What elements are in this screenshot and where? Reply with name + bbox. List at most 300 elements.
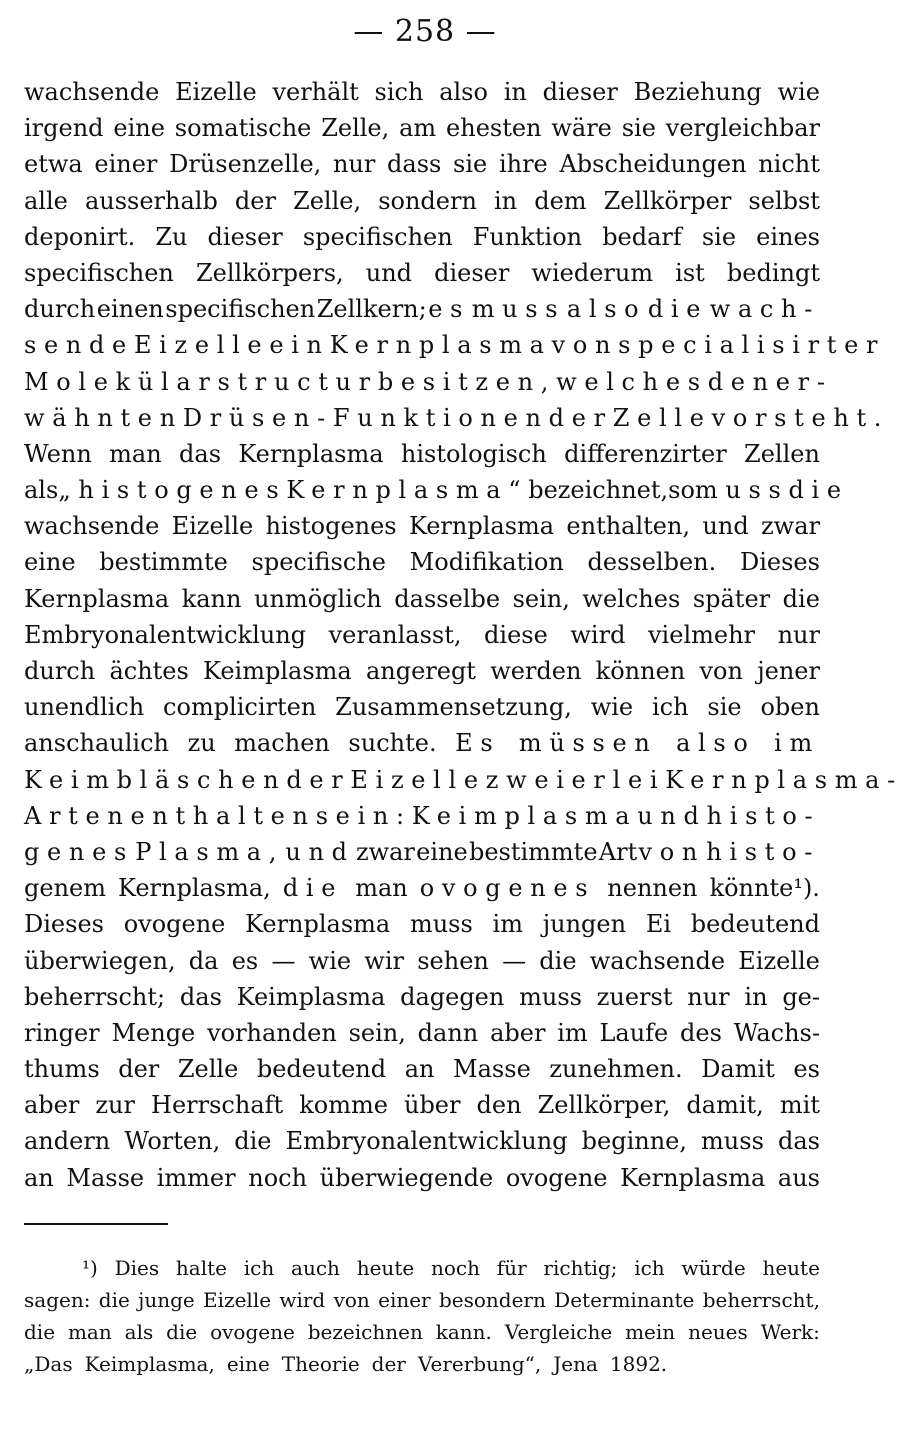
- word: durch: [24, 295, 96, 324]
- word: Kernplasma: [408, 512, 555, 541]
- word: dasselbe: [394, 584, 501, 613]
- word: Jena: [553, 1352, 598, 1376]
- word: einen: [96, 295, 164, 324]
- word: vergleichbar: [665, 114, 820, 143]
- word: wäre: [551, 114, 612, 143]
- word: specifischen: [165, 295, 316, 324]
- word: besitzen,: [377, 367, 557, 396]
- word: aus: [777, 1163, 820, 1192]
- word: welches: [556, 367, 708, 396]
- word: besondern: [438, 1288, 546, 1312]
- word: Vererbung“,: [417, 1352, 542, 1376]
- word: sie: [701, 222, 737, 251]
- word: noch: [430, 1256, 480, 1280]
- text-line: [24, 187, 820, 223]
- word: wie: [308, 946, 352, 975]
- word: die: [788, 476, 849, 505]
- text-line: [24, 476, 849, 512]
- word: Zelle,: [321, 114, 390, 143]
- word: ächtes: [109, 657, 189, 685]
- word: bedeutend: [256, 1055, 387, 1084]
- word: sondern: [378, 186, 477, 215]
- word: den: [707, 367, 776, 396]
- word: also: [566, 295, 647, 324]
- footnote-divider: [24, 1223, 168, 1225]
- word: ringer: [24, 1018, 100, 1047]
- word: sende: [24, 331, 134, 360]
- word: durch: [24, 657, 96, 685]
- word: Plasma,: [135, 837, 285, 866]
- word: später: [692, 584, 771, 613]
- word: dieser: [542, 78, 618, 106]
- word: histologisch: [400, 439, 547, 468]
- text-line: [24, 1127, 820, 1163]
- text-line: [24, 78, 820, 114]
- word: Zusammensetzung,: [335, 693, 572, 722]
- word: histogenes: [265, 512, 397, 541]
- word: histo-: [706, 801, 821, 830]
- footnote: [24, 1256, 820, 1384]
- word: genem: [24, 874, 106, 903]
- word: den: [476, 1091, 522, 1120]
- text-line: [24, 367, 833, 404]
- word: bedingt: [726, 258, 820, 287]
- word: Eizelle: [133, 331, 270, 360]
- word: Herrschaft: [151, 1091, 284, 1120]
- text-line: [24, 910, 820, 946]
- word: wachsende: [24, 512, 160, 541]
- word: der: [118, 1055, 160, 1084]
- text-line: [24, 1055, 820, 1091]
- word: unendlich: [24, 693, 145, 722]
- text-line: [24, 403, 890, 440]
- word: bezeichnet,: [528, 476, 669, 505]
- word: 1892.: [609, 1352, 668, 1376]
- word: da: [188, 946, 219, 975]
- word: Keimbläschen: [24, 765, 287, 794]
- word: ich: [651, 693, 689, 722]
- text-line: [24, 874, 820, 910]
- word: sehen: [417, 946, 489, 975]
- word: Zellkörpers,: [195, 258, 344, 287]
- word: ein: [269, 331, 330, 360]
- word: kann: [181, 584, 242, 613]
- word: und: [702, 512, 749, 541]
- text-line: [24, 1091, 820, 1127]
- text-line: [24, 729, 820, 765]
- word: jener: [757, 657, 820, 685]
- word: müssen: [518, 729, 658, 758]
- word: etwa: [24, 150, 83, 179]
- word: Eizelle: [175, 78, 257, 106]
- text-line: [24, 621, 820, 657]
- word: zur: [95, 1091, 135, 1120]
- word: ich: [634, 1256, 665, 1280]
- word: Modifikation: [409, 548, 564, 577]
- word: über: [403, 1091, 461, 1120]
- word: beherrscht;: [24, 982, 166, 1011]
- word: einer: [378, 1288, 431, 1312]
- word: Keimplasma: [236, 982, 386, 1011]
- text-line: [24, 838, 820, 874]
- word: unmöglich: [254, 584, 382, 613]
- word: könnte¹).: [709, 874, 820, 903]
- word: Funktion: [472, 222, 583, 251]
- word: mit: [779, 1091, 820, 1120]
- word: thums: [24, 1055, 100, 1084]
- word: „histogenes: [58, 476, 287, 505]
- word: Determinante: [554, 1288, 695, 1312]
- word: ausserhalb: [84, 186, 218, 215]
- word: alle: [24, 186, 68, 215]
- word: nicht: [758, 150, 820, 179]
- word: Worten,: [124, 1127, 221, 1156]
- word: beginne,: [581, 1127, 687, 1156]
- text-line: [24, 114, 820, 150]
- word: einer: [94, 150, 158, 179]
- text-line: [24, 259, 820, 295]
- word: im: [492, 910, 523, 939]
- word: Zellkörper: [603, 186, 732, 215]
- word: muss: [694, 476, 789, 505]
- text-line: [24, 1019, 820, 1055]
- word: würde: [681, 1256, 746, 1280]
- word: muss: [409, 910, 473, 939]
- word: dieser: [434, 258, 510, 287]
- word: zunehmen.: [549, 1055, 683, 1084]
- word: das: [179, 982, 222, 1011]
- word: sie: [453, 150, 488, 179]
- word: dem: [534, 186, 587, 215]
- word: die: [647, 295, 709, 324]
- word: dass: [387, 150, 442, 179]
- word: dagegen: [400, 982, 505, 1011]
- word: man: [355, 874, 408, 903]
- word: Zelle,: [293, 186, 362, 215]
- word: und: [637, 801, 707, 830]
- word: desselben.: [587, 548, 717, 577]
- word: differenzirter: [564, 439, 727, 468]
- word: wie: [777, 78, 820, 106]
- word: es: [793, 1055, 820, 1084]
- word: zwar: [761, 512, 820, 541]
- word: von: [699, 657, 743, 685]
- word: somatische: [174, 114, 312, 143]
- word: Wachs-: [733, 1018, 820, 1047]
- word: Wenn: [24, 439, 92, 468]
- word: ich: [243, 1256, 275, 1280]
- text-line: [24, 223, 820, 259]
- word: Dies: [114, 1256, 160, 1280]
- word: aber: [24, 1091, 80, 1120]
- word: angeregt: [365, 657, 476, 685]
- word: Damit: [701, 1055, 775, 1084]
- word: specifische: [251, 548, 386, 577]
- word: es: [428, 295, 471, 324]
- text-line: [24, 693, 820, 729]
- word: wird: [279, 1288, 326, 1312]
- word: und: [285, 837, 355, 866]
- word: Masse: [453, 1055, 531, 1084]
- word: Kernplasma-: [665, 765, 903, 794]
- word: Embryonalentwicklung: [285, 1127, 568, 1156]
- word: enthalten,: [566, 512, 691, 541]
- word: sie: [707, 693, 742, 722]
- word: zwar: [355, 837, 415, 866]
- word: heute: [356, 1256, 415, 1280]
- word: das: [777, 1127, 820, 1156]
- word: bezeichnen: [307, 1320, 423, 1344]
- word: im: [774, 729, 820, 758]
- word: wie: [590, 693, 634, 722]
- word: an: [404, 1055, 435, 1084]
- word: sagen:: [24, 1288, 91, 1312]
- word: damit,: [686, 1091, 764, 1120]
- word: und: [365, 258, 413, 287]
- word: zu: [187, 729, 216, 758]
- word: Theorie: [281, 1352, 360, 1376]
- word: wachsende: [589, 946, 726, 975]
- word: also: [439, 78, 488, 106]
- word: nur: [777, 620, 820, 649]
- word: ist: [675, 258, 705, 287]
- word: als: [124, 1320, 154, 1344]
- word: Beziehung: [633, 78, 762, 106]
- word: die: [98, 1288, 130, 1312]
- word: sie: [621, 114, 656, 143]
- word: Eizelle: [738, 946, 820, 975]
- text-line: [24, 440, 820, 476]
- word: ovogenes: [419, 874, 596, 903]
- word: Zellkern;: [316, 295, 427, 324]
- text-line: [24, 947, 820, 983]
- word: Drüsenzelle,: [169, 150, 322, 179]
- word: dieser: [207, 222, 283, 251]
- word: in: [744, 982, 768, 1011]
- word: eines: [756, 222, 820, 251]
- word: Dieses: [739, 548, 820, 577]
- body-text: [24, 78, 903, 1200]
- word: specifischen: [24, 258, 174, 287]
- word: aber: [490, 1018, 546, 1047]
- word: Zellkörper,: [537, 1091, 671, 1120]
- word: eine: [113, 114, 165, 143]
- word: die: [166, 1320, 198, 1344]
- word: für: [496, 1256, 527, 1280]
- word: enthalten: [130, 801, 316, 830]
- word: halte: [175, 1256, 227, 1280]
- word: Es: [455, 729, 501, 758]
- word: heute: [762, 1256, 820, 1280]
- word: sich: [374, 78, 424, 106]
- word: „Das: [24, 1352, 73, 1376]
- word: der: [371, 1352, 406, 1376]
- word: ovogene: [210, 1320, 295, 1344]
- word: selbst: [748, 186, 820, 215]
- word: bedarf: [602, 222, 682, 251]
- word: sein,: [348, 1018, 406, 1047]
- word: am: [399, 114, 437, 143]
- word: bestimmte: [468, 837, 598, 866]
- word: in: [503, 78, 527, 106]
- word: Zelle: [177, 1055, 239, 1084]
- text-line: [24, 150, 820, 186]
- word: genes: [24, 837, 134, 866]
- word: in: [493, 186, 518, 215]
- word: muss: [701, 1127, 764, 1156]
- word: an: [24, 1163, 54, 1192]
- word: irgend: [24, 114, 104, 143]
- word: Kernplasma: [329, 331, 552, 360]
- word: man: [109, 439, 162, 468]
- word: Drüsen-Funktionen: [182, 403, 549, 432]
- word: Vergleiche: [504, 1320, 613, 1344]
- word: man: [67, 1320, 112, 1344]
- word: Molekülarstructur: [24, 367, 378, 396]
- word: beherrscht,: [702, 1288, 820, 1312]
- footnote-line: [24, 1256, 820, 1288]
- word: Dieses: [24, 910, 104, 939]
- word: Zellen: [744, 439, 820, 468]
- word: Abscheidungen: [559, 150, 747, 179]
- footnote-line: [24, 1320, 820, 1352]
- word: der: [286, 765, 351, 794]
- word: specialisirter: [618, 331, 886, 360]
- text-line: [24, 331, 886, 367]
- word: Zu: [155, 222, 188, 251]
- text-line: [24, 548, 820, 584]
- word: machen: [234, 729, 330, 758]
- word: wird: [570, 620, 626, 649]
- text-line: [24, 585, 820, 621]
- word: von: [551, 331, 619, 360]
- word: überwiegende: [319, 1163, 494, 1192]
- word: verhält: [272, 78, 359, 106]
- word: als: [24, 476, 59, 505]
- word: die: [24, 1320, 56, 1344]
- word: —: [271, 946, 296, 975]
- word: Menge: [111, 1018, 196, 1047]
- word: die: [539, 946, 577, 975]
- word: eine: [24, 548, 76, 577]
- word: nennen: [607, 874, 698, 903]
- word: dann: [417, 1018, 479, 1047]
- word: der: [234, 186, 276, 215]
- word: nur: [332, 150, 376, 179]
- word: Eizelle: [171, 512, 254, 541]
- text-line: [24, 983, 820, 1019]
- word: Masse: [66, 1163, 145, 1192]
- word: vorsteht.: [711, 403, 890, 432]
- text-line: [24, 295, 820, 331]
- text-line: [24, 1164, 820, 1200]
- word: veranlasst,: [328, 620, 462, 649]
- word: ovogene: [505, 1163, 608, 1192]
- word: ehesten: [446, 114, 542, 143]
- word: es: [231, 946, 259, 975]
- footnote-line: [24, 1288, 820, 1320]
- word: vorhanden: [207, 1018, 337, 1047]
- word: specifischen: [302, 222, 453, 251]
- word: Embryonalentwicklung: [24, 620, 307, 649]
- word: richtig;: [543, 1256, 618, 1280]
- word: histo-: [706, 837, 820, 866]
- word: Kernplasma“: [286, 476, 529, 505]
- word: noch: [248, 1163, 308, 1192]
- word: deponirt.: [24, 222, 136, 251]
- word: werden: [490, 657, 582, 685]
- word: auch: [291, 1256, 340, 1280]
- word: Werk:: [760, 1320, 820, 1344]
- word: also: [676, 729, 756, 758]
- word: das: [179, 439, 222, 468]
- word: Eizelle: [203, 1288, 272, 1312]
- word: eine: [416, 837, 468, 866]
- page-number: — 258 —: [353, 14, 497, 49]
- word: ¹): [82, 1256, 98, 1280]
- footnote-line: [24, 1352, 820, 1384]
- word: Kernplasma,: [118, 874, 271, 903]
- text-line: [24, 512, 820, 548]
- word: kann.: [435, 1320, 492, 1344]
- word: bedeutend: [690, 910, 820, 939]
- word: vielmehr: [648, 620, 756, 649]
- word: muss: [471, 295, 566, 324]
- word: wir: [364, 946, 404, 975]
- word: muss: [519, 982, 582, 1011]
- word: neues: [688, 1320, 748, 1344]
- word: immer: [156, 1163, 236, 1192]
- word: Laufe: [599, 1018, 669, 1047]
- word: Zelle: [612, 403, 712, 432]
- word: von: [638, 837, 705, 866]
- word: des: [680, 1018, 722, 1047]
- word: zweierlei: [485, 765, 666, 794]
- word: er-: [775, 367, 833, 396]
- word: complicirten: [163, 693, 317, 722]
- word: suchte.: [348, 729, 437, 758]
- word: Keimplasma: [411, 801, 638, 830]
- word: Kernplasma: [620, 1163, 766, 1192]
- word: zuerst: [596, 982, 673, 1011]
- word: wach-: [709, 295, 820, 324]
- word: komme: [299, 1091, 388, 1120]
- word: sein,: [512, 584, 570, 613]
- word: diese: [484, 620, 548, 649]
- word: Arten: [24, 801, 131, 830]
- word: die: [234, 1127, 272, 1156]
- word: Art: [598, 837, 638, 866]
- word: ge-: [782, 982, 820, 1011]
- word: die: [782, 584, 820, 613]
- word: der: [548, 403, 613, 432]
- word: die: [282, 874, 344, 903]
- word: von: [333, 1288, 370, 1312]
- word: wähnten: [24, 403, 183, 432]
- word: mein: [625, 1320, 676, 1344]
- word: welches: [582, 584, 681, 613]
- word: Eizelle: [350, 765, 486, 794]
- word: jungen: [542, 910, 627, 939]
- word: —: [502, 946, 527, 975]
- word: andern: [24, 1127, 111, 1156]
- word: junge: [138, 1288, 195, 1312]
- text-line: [24, 802, 820, 838]
- word: überwiegen,: [24, 946, 176, 975]
- word: eine: [226, 1352, 270, 1376]
- word: sein:: [315, 801, 412, 830]
- word: so: [668, 476, 695, 505]
